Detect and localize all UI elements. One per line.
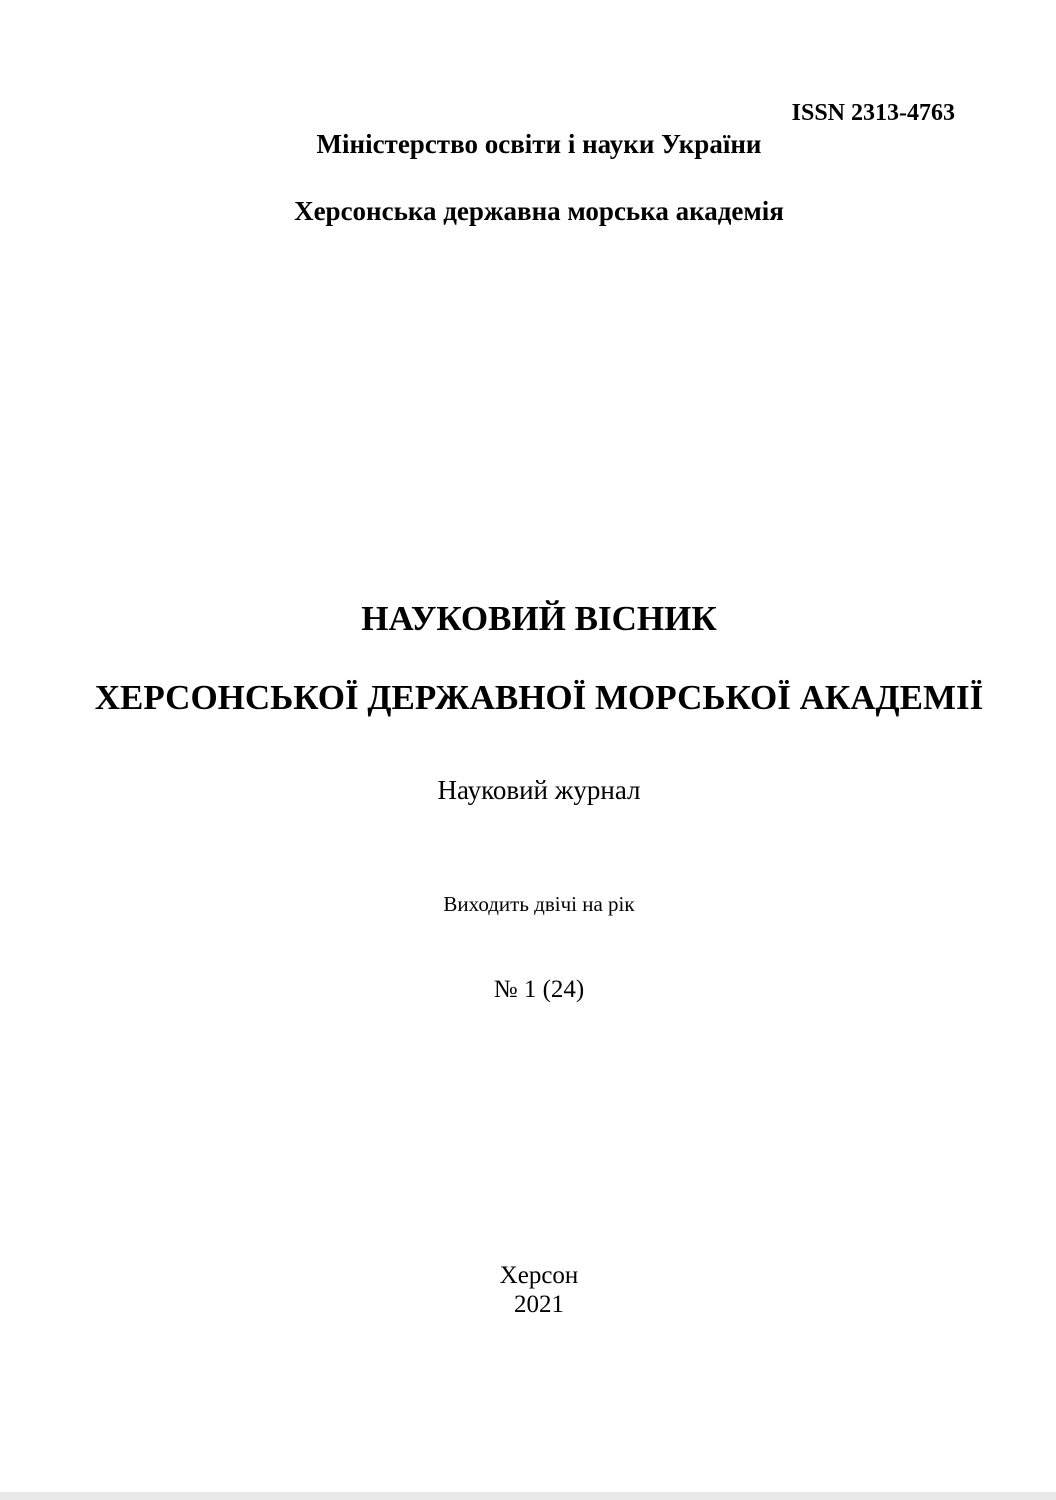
publication-frequency: Виходить двічі на рік bbox=[443, 892, 635, 916]
ministry-name: Міністерство освіти і науки України bbox=[316, 129, 762, 159]
issn-number: ISSN 2313-4763 bbox=[791, 100, 955, 126]
journal-subtitle: Науковий журнал bbox=[437, 775, 641, 805]
journal-title-line-1: НАУКОВИЙ ВІСНИК bbox=[361, 599, 717, 638]
publication-year: 2021 bbox=[514, 1291, 564, 1318]
issue-number: № 1 (24) bbox=[493, 976, 585, 1003]
academy-name: Херсонська державна морська академія bbox=[294, 196, 784, 226]
page-bottom-edge bbox=[0, 1492, 1056, 1500]
journal-title-line-2: ХЕРСОНСЬКОЇ ДЕРЖАВНОЇ МОРСЬКОЇ АКАДЕМІЇ bbox=[94, 678, 984, 717]
publication-city: Херсон bbox=[499, 1262, 579, 1289]
